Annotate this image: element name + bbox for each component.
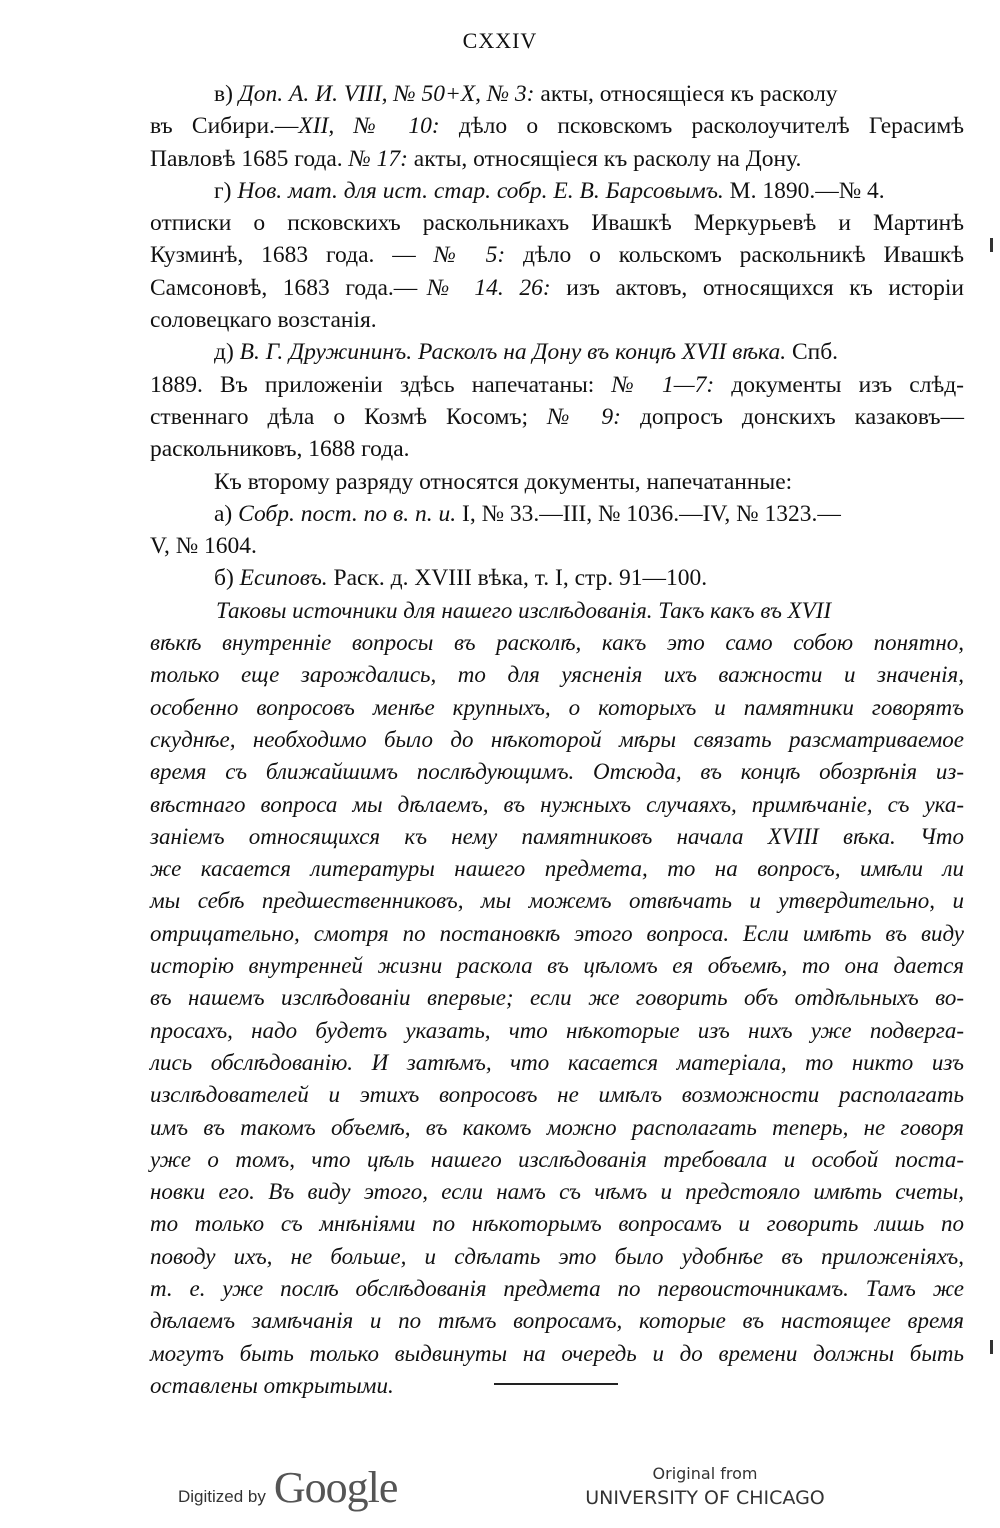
original-from-label: Original from — [652, 1464, 758, 1483]
text-line — [150, 530, 964, 562]
text-run: дѣло о кольскомъ раскольникѣ Ивашкѣ — [505, 242, 965, 269]
text-run: дѣло о псковскомъ расколоучителѣ Герасимѣ — [439, 113, 964, 140]
text-line — [150, 239, 964, 271]
paragraph-line: отрицательно, смотря по постановкѣ этого вопроса. Если имѣть въ виду — [150, 920, 964, 946]
paragraph-line: то только съ мнѣніями по нѣкоторымъ вопросамъ и говорить лишь по — [150, 1211, 964, 1237]
paragraph-line: особенно вопросовъ менѣе крупныхъ, о которыхъ и памятники говорятъ — [150, 694, 964, 720]
paragraph-line: уже о томъ, что цѣль нашего изслѣдованія требовала и особой поста- — [150, 1146, 964, 1172]
paragraph-line: вѣкѣ внутренніе вопросы въ расколѣ, какъ это само собою понятно, — [150, 630, 964, 656]
italic-run: В. Г. Дружининъ. Расколъ на Дону въ концѣ XVII вѣка. — [239, 339, 787, 366]
text-run: 1889. Въ приложеніи здѣсь напечатаны: — [150, 371, 612, 398]
text-run: соловецкаго возстанія. — [150, 307, 377, 334]
body-text — [150, 78, 964, 1402]
text-run: отписки о псковскихъ раскольникахъ Ивашкѣ Меркурьевѣ и Мартинѣ — [150, 210, 964, 237]
text-run: Кузминѣ, 1683 года. — — [150, 242, 434, 269]
paragraph-line: заніемъ относящихся къ нему памятниковъ начала XVIII вѣка. Что — [150, 823, 964, 849]
scan-edge-mark — [990, 1340, 993, 1354]
italic-run: XII, № 10: — [298, 113, 440, 140]
paragraph-line: лись обслѣдованію. И затѣмъ, что касается матеріала, то никто изъ — [150, 1049, 964, 1075]
text-run: Раск. д. XVIII вѣка, т. I, стр. 91—100. — [327, 565, 708, 592]
section-divider — [494, 1383, 618, 1385]
paragraph-line: просахъ, надо будетъ указать, что нѣкоторые изъ нихъ уже подверга- — [150, 1017, 964, 1043]
paragraph-line: въ нашемъ изслѣдованіи впервые; если же говорить объ отдѣльныхъ во- — [150, 985, 964, 1011]
italic-run: Доп. А. И. VIII, № 50+X, № 3: — [238, 81, 535, 107]
text-run: I, № 33.—III, № 1036.—IV, № 1323.— — [456, 500, 841, 527]
paragraph-line: исторію внутренней жизни раскола въ цѣломъ ея объемѣ, то она дается — [150, 953, 964, 979]
text-run: М. 1890.—№ 4. — [723, 177, 885, 204]
italic-run: Собр. пост. по в. п. и. — [238, 500, 457, 527]
text-run: Спб. — [786, 339, 839, 366]
text-line — [150, 369, 964, 401]
paragraph-line: могутъ быть только выдвинуты на очередь и до времени должны быть — [150, 1340, 964, 1366]
text-line — [150, 304, 964, 336]
text-run: изъ актовъ, относящихся къ исторіи — [550, 274, 964, 301]
scan-edge-mark — [990, 238, 993, 252]
text-line — [150, 498, 964, 530]
paragraph-line: Таковы источники для нашего изслѣдованія. Такъ какъ въ XVII — [216, 597, 832, 623]
paragraph-line: скуднѣе, необходимо было до нѣкоторой мѣры связать разсматриваемое — [150, 726, 964, 752]
text-run: ственнаго дѣла о Козмѣ Косомъ; — [150, 403, 548, 430]
italic-run: Есиповъ. — [239, 565, 328, 592]
paragraph-line: новки его. Въ виду этого, если намъ съ чѣмъ и предстояло имѣть счеты, — [150, 1179, 964, 1205]
text-line — [150, 401, 964, 433]
text-run: а) — [214, 500, 239, 527]
text-run: въ Сибири.— — [150, 113, 299, 140]
italic-paragraph — [150, 595, 964, 1402]
paragraph-line: вѣстнаго вопроса мы дѣлаемъ, въ нужныхъ случаяхъ, примѣчаніе, съ ука- — [150, 791, 964, 817]
text-line — [150, 175, 964, 207]
italic-run: № 9: — [547, 403, 621, 430]
paragraph-line: же касается литературы нашего предмета, то на вопросъ, имѣли ли — [150, 856, 964, 882]
text-line — [150, 433, 964, 465]
paragraph-line: мы себѣ предшественниковъ, мы можемъ отвѣчать и утвердительно, и — [150, 888, 964, 914]
paragraph-line: оставлены открытыми. — [150, 1372, 394, 1398]
text-run: Самсоновѣ, 1683 года.— — [150, 274, 418, 301]
text-run: Къ второму разряду относятся документы, напечатанные: — [214, 468, 793, 495]
text-line — [150, 466, 964, 498]
italic-run: № 14. 26: — [417, 274, 551, 301]
text-line — [150, 110, 964, 142]
text-run: раскольниковъ, 1688 года. — [150, 436, 410, 463]
google-logo: Google — [273, 1463, 398, 1512]
text-run: допросъ донскихъ казаковъ— — [620, 403, 964, 430]
italic-run: № 5: — [433, 242, 506, 269]
text-line — [150, 78, 964, 110]
text-run: акты, относящіеся къ расколу на Дону. — [407, 145, 802, 172]
text-run: в) — [214, 81, 239, 107]
text-line — [150, 207, 964, 239]
italic-run: № 17: — [348, 145, 408, 172]
text-run: акты, относящіеся къ расколу — [534, 81, 838, 107]
paragraph-line: имъ въ такомъ объемѣ, въ какомъ можно располагать теперь, не говоря — [150, 1114, 964, 1140]
digitized-by-watermark — [178, 1462, 397, 1513]
digitized-by-label: Digitized by — [178, 1487, 266, 1506]
university-label: UNIVERSITY OF CHICAGO — [585, 1487, 825, 1509]
paragraph-line: т. е. уже послѣ обслѣдованія предмета по первоисточникамъ. Тамъ же — [150, 1275, 964, 1301]
text-run: документы изъ слѣд- — [714, 371, 964, 398]
paragraph-line: время съ ближайшимъ послѣдующимъ. Отсюда, въ концѣ обозрѣнія из- — [150, 759, 964, 785]
text-line — [150, 272, 964, 304]
paragraph-line: поводу ихъ, не больше, и сдѣлать это было удобнѣе въ приложеніяхъ, — [150, 1243, 964, 1269]
page-number: CXXIV — [462, 28, 538, 53]
italic-run: Нов. мат. для ист. стар. собр. Е. В. Барсовымъ. — [237, 177, 724, 204]
text-line — [150, 562, 964, 594]
text-run: д) — [214, 339, 240, 366]
text-run: V, № 1604. — [150, 533, 257, 560]
paragraph-line: изслѣдователей и этихъ вопросовъ не имѣлъ возможности располагать — [150, 1082, 964, 1108]
text-run: г) — [214, 177, 238, 204]
text-run: б) — [214, 565, 240, 592]
original-source-watermark — [560, 1464, 850, 1509]
text-line — [150, 336, 964, 368]
paragraph-line: дѣлаемъ замѣчанія и по тѣмъ вопросамъ, которые въ настоящее время — [150, 1308, 964, 1334]
paragraph-line: только еще зарождались, то для уясненія ихъ важности и значенія, — [150, 662, 964, 688]
italic-run: № 1—7: — [611, 371, 715, 398]
source-list — [150, 78, 964, 595]
text-run: Павловѣ 1685 года. — [150, 145, 349, 172]
text-line — [150, 143, 964, 175]
